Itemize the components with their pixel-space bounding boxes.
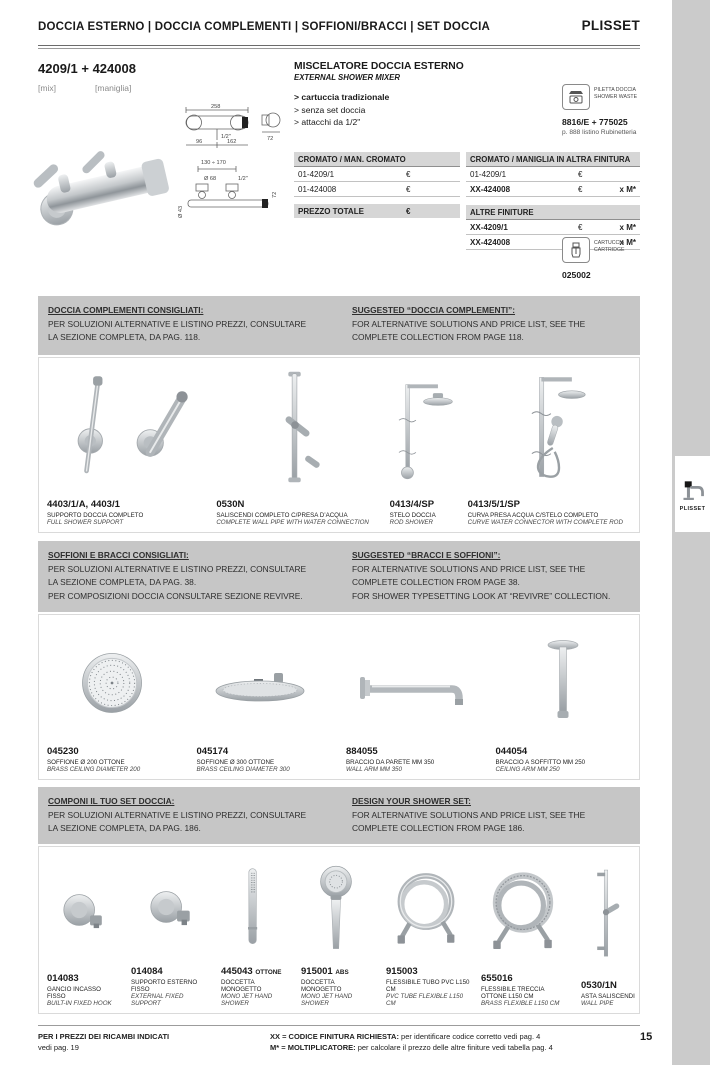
technical-drawing xyxy=(174,100,292,240)
price-value: € xyxy=(578,222,583,232)
price-code: 01-4209/1 xyxy=(470,169,507,179)
product-cell xyxy=(460,358,639,532)
section-line: FOR ALTERNATIVE SOLUTIONS AND PRICE LIST, SEE THE xyxy=(352,809,586,820)
price-multiplier: x M* xyxy=(619,222,636,232)
feature-list xyxy=(294,91,466,129)
round-hand-shower-image xyxy=(293,847,378,966)
section-title-en: SUGGESTED “BRACCI E SOFFIONI”: xyxy=(352,550,501,560)
section-band-set-doccia xyxy=(38,787,640,844)
product-desc-it: SUPPORTO ESTERNO FISSO xyxy=(131,978,198,993)
brand-name: PLISSET xyxy=(581,18,640,33)
price-multiplier: x M* xyxy=(619,184,636,194)
product-code: 445043 OTTONE xyxy=(221,966,282,977)
product-desc-it: FLESSIBILE TRECCIA OTTONE L150 CM xyxy=(481,985,545,1000)
side-tab-label: PLISSET xyxy=(679,505,706,512)
section-line: LA SEZIONE COMPLETA, DA PAG. 38. xyxy=(48,577,197,587)
shower-waste-label xyxy=(594,84,637,100)
price-total-row xyxy=(294,204,460,218)
product-cell xyxy=(488,615,640,779)
dim-a: 96 xyxy=(196,139,203,145)
page-title: DOCCIA ESTERNO | DOCCIA COMPLEMENTI | SOFFIONI/BRACCI | SET DOCCIA xyxy=(38,21,490,33)
dim-width: 258 xyxy=(211,104,221,110)
product-cell xyxy=(189,615,339,779)
product-desc-en: MONO JET HAND SHOWER xyxy=(301,993,353,1007)
product-cell xyxy=(123,847,213,1013)
product-code: 0413/4/SP xyxy=(389,499,435,510)
product-code: 045230 xyxy=(47,746,79,757)
shower-waste-icon xyxy=(562,84,590,110)
product-desc-en: PVC TUBE FLEXIBLE L150 CM xyxy=(386,993,464,1007)
product-desc-it: FLESSIBILE TUBO PVC L150 CM xyxy=(386,978,470,993)
product-desc-it: SUPPORTO DOCCIA COMPLETO xyxy=(47,511,144,519)
product-desc-it: DOCCETTA MONOGETTO xyxy=(221,978,262,993)
section-line: PER SOLUZIONI ALTERNATIVE E LISTINO PREZZI, CONSULTARE xyxy=(48,809,307,820)
price-row xyxy=(466,167,640,182)
product-code: 4403/1/A, 4403/1 xyxy=(47,499,120,510)
product-cell xyxy=(573,847,639,1013)
price-total-label: PREZZO TOTALE xyxy=(298,206,364,216)
pvc-hose-image xyxy=(378,847,473,966)
product-desc-en: BRASS FLEXIBLE L150 CM xyxy=(481,1000,560,1007)
product-description xyxy=(294,61,466,129)
product-cell xyxy=(213,847,293,1013)
dim-span: 130 ÷ 170 xyxy=(201,160,226,166)
price-value: € xyxy=(406,184,411,194)
product-grid-complementi xyxy=(38,357,640,533)
product-code: 0530/1N xyxy=(581,980,617,991)
section-line: COMPLETE COLLECTION FROM PAGE 118. xyxy=(352,332,524,342)
section-title-it: SOFFIONI E BRACCI CONSIGLIATI: xyxy=(48,550,189,560)
section-line: PER COMPOSIZIONI DOCCIA CONSULTARE SEZIONE REVIVRE. xyxy=(48,590,303,601)
side-tab-plisset xyxy=(675,456,710,532)
note-shower-waste xyxy=(562,84,662,136)
product-grid-set-doccia xyxy=(38,846,640,1014)
price-value: € xyxy=(578,184,583,194)
rod-shower-image xyxy=(382,358,460,499)
cartridge-label xyxy=(594,237,624,253)
price-code: 01-424008 xyxy=(298,184,337,194)
section-line: LA SEZIONE COMPLETA, DA PAG. 118. xyxy=(48,332,201,342)
cartridge-icon xyxy=(562,237,590,263)
product-code-suffix: ABS xyxy=(335,969,349,976)
shower-head-300-image xyxy=(189,615,339,746)
cartridge-code: 025002 xyxy=(562,270,591,280)
price-code: 01-4209/1 xyxy=(298,169,335,179)
price-code: XX-4209/1 xyxy=(470,222,508,232)
dim-d68: Ø 68 xyxy=(204,176,217,182)
section-title-it: COMPONI IL TUO SET DOCCIA: xyxy=(48,796,175,806)
product-desc-en: BUILT-IN FIXED HOOK xyxy=(47,1000,112,1007)
feature-1: > cartuccia tradizionale xyxy=(294,92,390,102)
ceiling-arm-image xyxy=(488,615,640,746)
product-cell xyxy=(39,847,123,1013)
product-desc-en: ROD SHOWER xyxy=(389,519,433,526)
product-code: 655016 xyxy=(481,973,513,984)
product-cell xyxy=(473,847,573,1013)
sliding-rail-image xyxy=(573,847,639,980)
product-cell xyxy=(208,358,381,532)
label-line: CARTRIDGE xyxy=(594,246,625,253)
product-code: 014084 xyxy=(131,966,163,977)
product-cell xyxy=(39,615,189,779)
product-photo-mixer xyxy=(28,106,178,251)
note-cartridge xyxy=(562,237,662,280)
dim-b: 162 xyxy=(227,139,237,145)
price-total-value: € xyxy=(406,206,411,216)
shower-head-200-image xyxy=(39,615,189,746)
product-code: 014083 xyxy=(47,973,79,984)
product-code: 915003 xyxy=(386,966,418,977)
section-line: FOR ALTERNATIVE SOLUTIONS AND PRICE LIST, SEE THE xyxy=(352,563,586,574)
section-band-soffioni xyxy=(38,541,640,612)
product-desc-it: SALISCENDI COMPLETO C/PRESA D’ACQUA xyxy=(216,511,348,519)
label-line: CARTUCCIA xyxy=(594,240,625,246)
shower-support-image xyxy=(39,358,208,499)
section-line: PER SOLUZIONI ALTERNATIVE E LISTINO PREZZI, CONSULTARE xyxy=(48,318,307,329)
tag-handle: [maniglia] xyxy=(95,83,132,93)
product-desc-it: ASTA SALISCENDI xyxy=(581,992,635,1000)
section-line: PER SOLUZIONI ALTERNATIVE E LISTINO PREZZI, CONSULTARE xyxy=(48,563,307,574)
section-line: FOR SHOWER TYPESETTING LOOK AT “REVIVRE” COLLECTION. xyxy=(352,590,611,601)
product-desc-en: FULL SHOWER SUPPORT xyxy=(47,519,124,526)
curve-rod-shower-image xyxy=(460,358,639,499)
price-code: XX-424008 xyxy=(470,184,511,194)
page-number: 15 xyxy=(640,1031,653,1043)
tag-mix: [mix] xyxy=(38,83,56,93)
shower-waste-code: 8816/E + 775025 xyxy=(562,117,628,127)
footer-spareparts-line2: vedi pag. 19 xyxy=(38,1043,79,1052)
product-desc-en: BRASS CEILING DIAMETER 200 xyxy=(47,766,141,773)
product-code: 0413/5/1/SP xyxy=(467,499,520,510)
price-table-header: CROMATO / MAN. CROMATO xyxy=(294,152,460,167)
label-line: SHOWER WASTE xyxy=(594,93,638,100)
stick-hand-shower-image xyxy=(213,847,293,966)
label-line: PILETTA DOCCIA xyxy=(594,87,636,93)
section-line: FOR ALTERNATIVE SOLUTIONS AND PRICE LIST, SEE THE xyxy=(352,318,586,329)
side-strip xyxy=(672,0,710,1065)
product-code: 0530N xyxy=(216,499,245,510)
product-desc-en: EXTERNAL FIXED SUPPORT xyxy=(131,993,184,1007)
footer-legend xyxy=(270,1031,640,1053)
section-title-en: DESIGN YOUR SHOWER SET: xyxy=(352,796,471,806)
product-code-suffix: OTTONE xyxy=(255,969,282,976)
product-desc-en: WALL PIPE xyxy=(581,1000,614,1007)
product-desc-it: STELO DOCCIA xyxy=(389,511,436,519)
feature-2: > senza set doccia xyxy=(294,104,366,115)
price-multiplier: x M* xyxy=(619,237,636,247)
price-value: € xyxy=(578,169,583,179)
product-code: 4209/1 + 424008 xyxy=(38,61,136,76)
brass-hose-image xyxy=(473,847,573,973)
dim-side: 72 xyxy=(267,136,274,142)
section-line: COMPLETE COLLECTION FROM PAGE 38. xyxy=(352,577,520,587)
product-name-it: MISCELATORE DOCCIA ESTERNO xyxy=(294,61,464,72)
footer-m-legend: M* = MOLTIPLICATORE: per calcolare il prezzo delle altre finiture vedi tabella pag. 4 xyxy=(270,1043,553,1052)
header-rule xyxy=(38,45,640,49)
page-footer xyxy=(38,1025,640,1053)
price-value: € xyxy=(406,169,411,179)
faucet-icon xyxy=(680,477,706,503)
price-table-other-finish xyxy=(466,152,640,250)
shower-waste-ref: p. 888 listino Rubinetteria xyxy=(562,129,637,136)
price-table-header: CROMATO / MANIGLIA IN ALTRA FINITURA xyxy=(466,152,640,167)
section-title-it: DOCCIA COMPLEMENTI CONSIGLIATI: xyxy=(48,305,204,315)
price-code: XX-424008 xyxy=(470,237,511,247)
product-desc-it: DOCCETTA MONOGETTO xyxy=(301,978,342,993)
price-table-chrome xyxy=(294,152,460,218)
price-row xyxy=(294,167,460,182)
product-desc-it: BRACCIO DA PARETE MM 350 xyxy=(346,758,435,766)
product-cell xyxy=(338,615,488,779)
product-desc-it: GANCIO INCASSO FISSO xyxy=(47,985,101,1000)
dim-d43: Ø 43 xyxy=(178,205,184,218)
product-code: 044054 xyxy=(495,746,528,757)
product-desc-it: SOFFIONE Ø 200 OTTONE xyxy=(47,758,125,766)
product-desc-it: CURVA PRESA ACQUA C/STELO COMPLETO xyxy=(467,511,599,519)
product-cell xyxy=(39,358,208,532)
fixed-support-image xyxy=(123,847,213,966)
section-line: COMPLETE COLLECTION FROM PAGE 186. xyxy=(352,823,525,833)
dim-inch2: 1/2" xyxy=(238,176,248,182)
product-cell xyxy=(378,847,473,1013)
footer-xx-legend: XX = CODICE FINITURA RICHIESTA: per identificare codice corretto vedi pag. 4 xyxy=(270,1032,541,1041)
price-table-header: ALTRE FINITURE xyxy=(466,205,640,220)
dim-r72: 72 xyxy=(272,191,278,198)
product-desc-en: WALL ARM MM 350 xyxy=(346,766,402,773)
section-band-complementi xyxy=(38,296,640,355)
product-desc-en: CURVE WATER CONNECTOR WITH COMPLETE ROD xyxy=(467,519,623,526)
product-desc-en: BRASS CEILING DIAMETER 300 xyxy=(196,766,290,773)
product-desc-it: SOFFIONE Ø 300 OTTONE xyxy=(196,758,275,766)
section-title-en: SUGGESTED “DOCCIA COMPLEMENTI”: xyxy=(352,305,516,315)
product-cell xyxy=(293,847,378,1013)
product-desc-en: MONO JET HAND SHOWER xyxy=(221,993,273,1007)
price-row xyxy=(466,182,640,197)
product-code: 915001 ABS xyxy=(301,966,349,977)
product-cell xyxy=(382,358,460,532)
wall-arm-image xyxy=(338,615,488,746)
product-grid-soffioni xyxy=(38,614,640,780)
product-name-en: EXTERNAL SHOWER MIXER xyxy=(294,73,400,82)
footer-spareparts-line1: PER I PREZZI DEI RICAMBI INDICATI xyxy=(38,1032,170,1041)
feature-3: > attacchi da 1/2" xyxy=(294,117,361,127)
price-row xyxy=(466,220,640,235)
wall-pipe-image xyxy=(208,358,381,499)
product-desc-en: CEILING ARM MM 250 xyxy=(495,766,560,773)
section-line: LA SEZIONE COMPLETA, DA PAG. 186. xyxy=(48,823,201,833)
fixed-hook-image xyxy=(39,847,123,973)
product-tags xyxy=(38,83,132,93)
dim-inch1: 1/2" xyxy=(221,134,231,140)
product-desc-it: BRACCIO A SOFFITTO MM 250 xyxy=(495,758,586,766)
product-code: 045174 xyxy=(196,746,229,757)
price-row xyxy=(294,182,460,197)
product-code: 884055 xyxy=(346,746,378,757)
product-desc-en: COMPLETE WALL PIPE WITH WATER CONNECTION xyxy=(216,519,369,526)
footer-left xyxy=(38,1031,270,1053)
